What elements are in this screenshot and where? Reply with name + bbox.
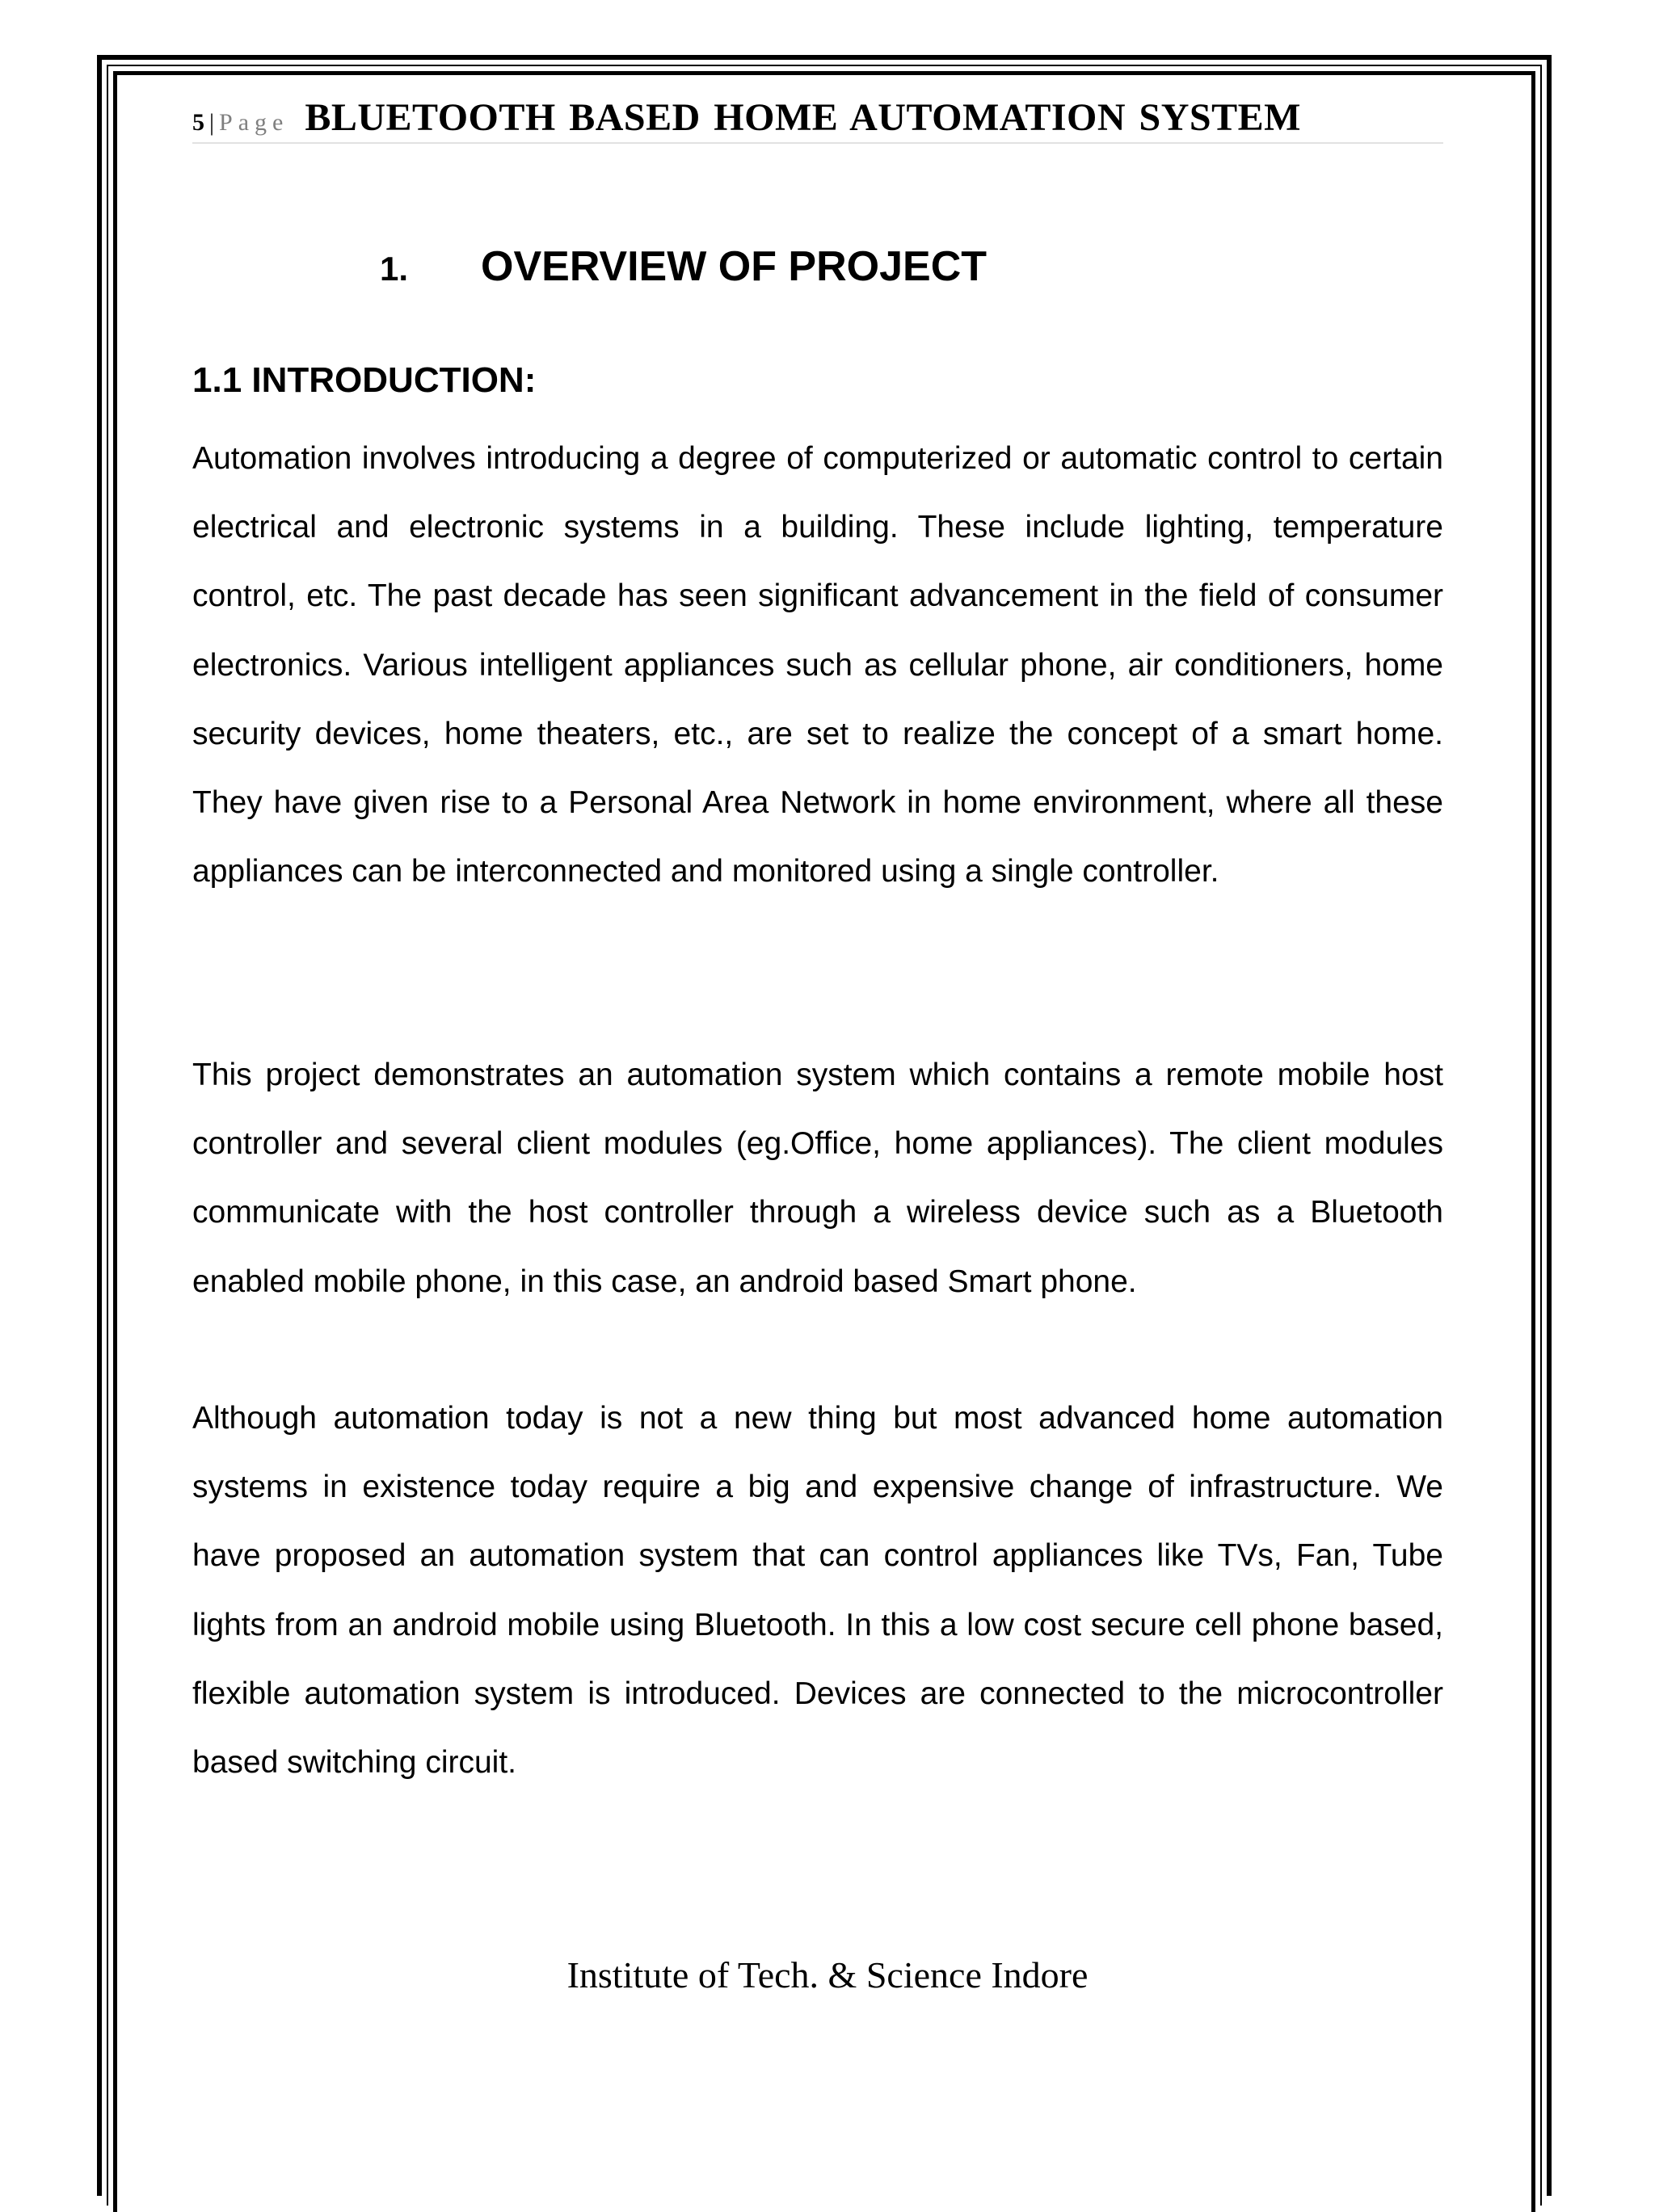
chapter-heading — [380, 242, 987, 291]
document-title: BLUETOOTH BASED HOME AUTOMATION SYSTEM — [305, 96, 1301, 139]
body-paragraph-1: Automation involves introducing a degree of computerized or automatic control to certain electrical and electronic systems in a building. These include lighting, temperature control, etc. The past decade has seen significant advancement in the field of consumer electronics. Various intelligent appliances such as cellular phone, air conditioners, home security devices, home theaters, etc., are set to realize the concept of a smart home. They have given rise to a Personal Area Network in home environment, where all these appliances can be interconnected and monitored using a single controller. — [192, 441, 1443, 889]
chapter-number: 1. — [380, 250, 409, 288]
page-label: Page — [219, 109, 289, 136]
body-paragraph-3: Although automation today is not a new thing but most advanced home automation systems in existence today require a big and expensive change of infrastructure. We have proposed an automation system that can control appliances like TVs, Fan, Tube lights from an android mobile using Bluetooth. In this a low cost secure cell phone based, flexible automation system is introduced. Devices are connected to the microcontroller based switching circuit. — [192, 1401, 1443, 1781]
chapter-title: OVERVIEW OF PROJECT — [481, 243, 988, 290]
section-heading: 1.1 INTRODUCTION: — [192, 360, 537, 400]
page-header — [192, 95, 1443, 144]
page-number: 5 — [192, 109, 204, 136]
page-separator: | — [209, 109, 215, 136]
body-paragraph-2: This project demonstrates an automation system which contains a remote mobile host controller and several client modules (eg.Office, home appliances). The client modules communicate with the host controller through a wireless device such as a Bluetooth enabled mobile phone, in this case, an android based Smart phone. — [192, 1058, 1443, 1299]
page-footer: Institute of Tech. & Science Indore — [566, 1954, 1089, 1995]
